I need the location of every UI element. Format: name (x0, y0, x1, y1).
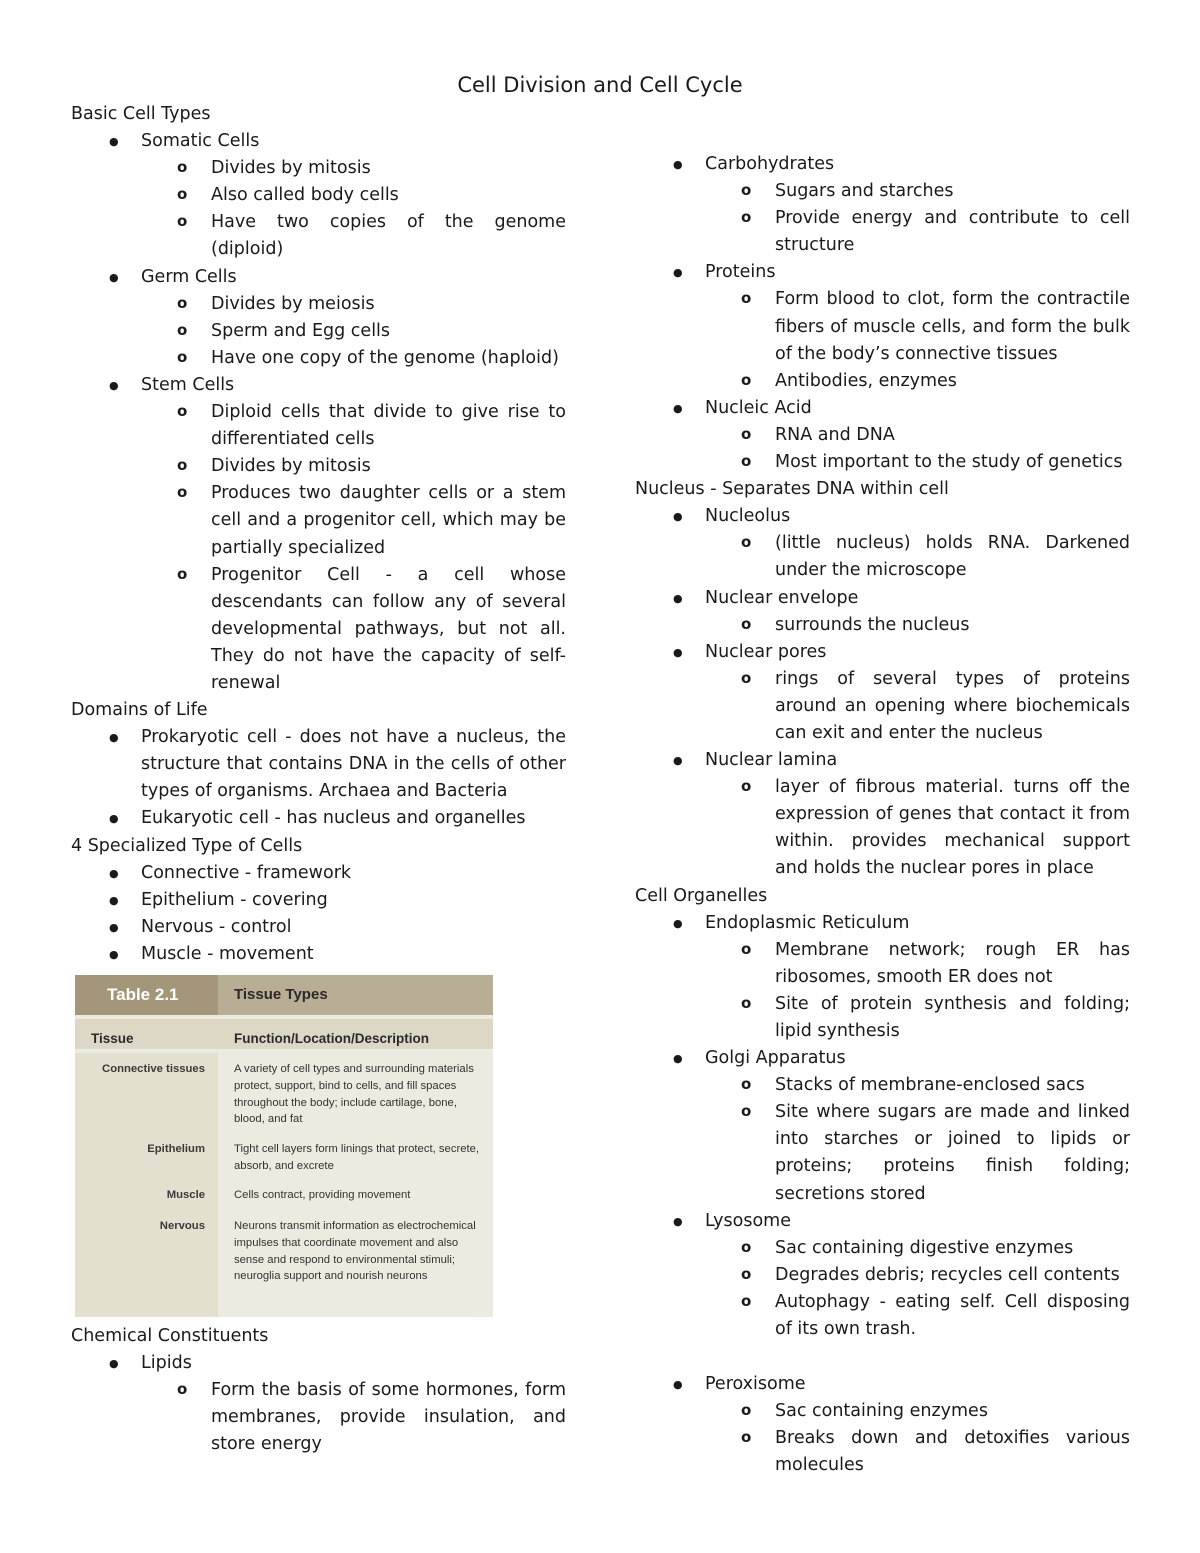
list-item: ● Epithelium - covering (71, 887, 566, 914)
sublist (141, 291, 566, 372)
sub-item: o Sac containing digestive enzymes (705, 1235, 1130, 1262)
sub-item: o Membrane network; rough ER has ribosomes, smooth ER does not (705, 937, 1130, 991)
list-item: ● Eukaryotic cell - has nucleus and organelles (71, 805, 566, 832)
list-item-nuclear-envelope: ● Nuclear envelope o surrounds the nucleus (635, 585, 1130, 639)
list-item-proteins: ● Proteins o Form blood to clot, form the contractile fibers of muscle cells, and form the bulk of the body’s connective tissues o Antibodies, enzymes (635, 259, 1130, 394)
list-item: ● Prokaryotic cell - does not have a nucleus, the structure that contains DNA in the cells of other types of organisms. Archaea and Bacteria (71, 724, 566, 805)
sublist (141, 1377, 566, 1458)
section-heading-basic-cell-types: Basic Cell Types (71, 104, 211, 124)
list-item-stem-cells: ● Stem Cells o Diploid cells that divide to give rise to differentiated cells o Divides by mitosis o Produces two daughter cells or a stem cell and a progenitor cell, which may be partially specialized o Progenitor Cell - a cell whose descendants can follow any of several developmental pathways, but not all. They do not have the capacity of self-renewal (71, 372, 566, 697)
column-header-tissue: Tissue (91, 1031, 134, 1046)
sub-item: o Sperm and Egg cells (141, 318, 566, 345)
list-item-germ-cells: ● Germ Cells o Divides by meiosis o Sperm and Egg cells o Have one copy of the genome (haploid) (71, 264, 566, 372)
tissue-description: Cells contract, providing movement (234, 1189, 411, 1201)
list-item-nucleolus: ● Nucleolus o (little nucleus) holds RNA. Darkened under the microscope (635, 503, 1130, 584)
sub-item: o Form the basis of some hormones, form membranes, provide insulation, and store energy (141, 1377, 566, 1458)
tissue-description: A variety of cell types and surrounding materials protect, support, bind to cells, and fill spaces throughout the body; include cartilage, bone, blood, and fat (234, 1063, 474, 1126)
sublist (705, 178, 1130, 259)
tissue-description: Neurons transmit information as electrochemical impulses that coordinate movement and also sense and respond to environmental stimuli; neuroglia support and nourish neurons (234, 1220, 476, 1283)
organelles-list (635, 910, 1130, 1344)
page-title: Cell Division and Cell Cycle (457, 73, 743, 97)
list-item-nucleic-acid: ● Nucleic Acid o RNA and DNA o Most important to the study of genetics (635, 395, 1130, 476)
list-item-carbohydrates: ● Carbohydrates o Sugars and starches o Provide energy and contribute to cell structure (635, 151, 1130, 259)
sub-item: o Diploid cells that divide to give rise to differentiated cells (141, 399, 566, 453)
list-item-er: ● Endoplasmic Reticulum o Membrane network; rough ER has ribosomes, smooth ER does not o Site of protein synthesis and folding; lipid synthesis (635, 910, 1130, 1045)
tissue-name: Muscle (166, 1189, 205, 1201)
sub-item: o (little nucleus) holds RNA. Darkened under the microscope (705, 530, 1130, 584)
specialized-list (71, 860, 566, 968)
sublist (705, 1398, 1130, 1479)
sub-item: o Most important to the study of genetics (705, 449, 1130, 476)
section-heading-chemical: Chemical Constituents (71, 1326, 269, 1346)
chemical-list-continued (635, 151, 1130, 476)
list-item-lysosome: ● Lysosome o Sac containing digestive enzymes o Degrades debris; recycles cell contents o Autophagy - eating self. Cell disposing of its own trash. (635, 1208, 1130, 1343)
sub-item: o Autophagy - eating self. Cell disposing of its own trash. (705, 1289, 1130, 1343)
list-item: ● Connective - framework (71, 860, 566, 887)
table-label: Table 2.1 (75, 975, 218, 1015)
list-item-lipids: ● Lipids o Form the basis of some hormones, form membranes, provide insulation, and store energy (71, 1350, 566, 1458)
sub-item: o Have two copies of the genome (diploid) (141, 209, 566, 263)
sub-item: o Antibodies, enzymes (705, 368, 1130, 395)
tissue-name: Connective tissues (102, 1063, 205, 1075)
sub-item: o Degrades debris; recycles cell contents (705, 1262, 1130, 1289)
right-column (635, 151, 1130, 1480)
sub-item: o Sac containing enzymes (705, 1398, 1130, 1425)
list-item-peroxisome: ● Peroxisome o Sac containing enzymes o Breaks down and detoxifies various molecules (635, 1371, 1130, 1479)
sublist (705, 530, 1130, 584)
list-item: ● Nervous - control (71, 914, 566, 941)
chemical-list (71, 1350, 566, 1458)
table-column-headers (75, 1019, 493, 1049)
sub-item: o Divides by mitosis (141, 453, 566, 480)
sublist (705, 612, 1130, 639)
sub-item: o Have one copy of the genome (haploid) (141, 345, 566, 372)
sub-item: o Stacks of membrane-enclosed sacs (705, 1072, 1130, 1099)
sublist (141, 399, 566, 697)
column-header-function: Function/Location/Description (234, 1031, 429, 1046)
sublist (705, 666, 1130, 747)
sub-item: o Divides by meiosis (141, 291, 566, 318)
list-item-somatic-cells: ● Somatic Cells o Divides by mitosis o Also called body cells o Have two copies of the genome (diploid) (71, 128, 566, 263)
list-item: ● Muscle - movement (71, 941, 566, 968)
section-heading-organelles: Cell Organelles (635, 885, 768, 906)
sub-item: o Sugars and starches (705, 178, 1130, 205)
table-label-column (75, 1053, 218, 1317)
section-heading-nucleus: Nucleus - Separates DNA within cell (635, 479, 949, 500)
sub-item: o Progenitor Cell - a cell whose descendants can follow any of several developmental pathways, but not all. They do not have the capacity of self-renewal (141, 562, 566, 697)
sub-item: o Form blood to clot, form the contractile fibers of muscle cells, and form the bulk of the body’s connective tissues (705, 286, 1130, 367)
sublist (705, 286, 1130, 394)
sub-item: o surrounds the nucleus (705, 612, 1130, 639)
basic-cell-types-list (71, 128, 566, 697)
sublist (705, 1235, 1130, 1343)
tissue-name: Nervous (159, 1220, 205, 1232)
left-column (71, 101, 566, 1458)
sublist (705, 422, 1130, 476)
sub-item: o layer of fibrous material. turns off the expression of genes that contact it from within. provides mechanical support and holds the nuclear pores in place (705, 774, 1130, 882)
sub-item: o Also called body cells (141, 182, 566, 209)
sub-item: o RNA and DNA (705, 422, 1130, 449)
sub-item: o Produces two daughter cells or a stem cell and a progenitor cell, which may be partially specialized (141, 480, 566, 561)
domains-list (71, 724, 566, 832)
sublist (705, 774, 1130, 882)
sub-item: o Site where sugars are made and linked into starches or joined to lipids or proteins; proteins finish folding; secretions stored (705, 1099, 1130, 1207)
sub-item: o Breaks down and detoxifies various molecules (705, 1425, 1130, 1479)
sub-item: o Site of protein synthesis and folding; lipid synthesis (705, 991, 1130, 1045)
sublist (141, 155, 566, 263)
section-heading-specialized: 4 Specialized Type of Cells (71, 835, 303, 856)
list-item-golgi: ● Golgi Apparatus o Stacks of membrane-enclosed sacs o Site where sugars are made and linked into starches or joined to lipids or proteins; proteins finish folding; secretions stored (635, 1045, 1130, 1208)
sub-item: o Provide energy and contribute to cell structure (705, 205, 1130, 259)
tissue-name: Epithelium (147, 1143, 205, 1155)
nucleus-list (635, 503, 1130, 882)
list-item-nuclear-pores: ● Nuclear pores o rings of several types of proteins around an opening where biochemicals can exit and enter the nucleus (635, 639, 1130, 747)
sub-item: o Divides by mitosis (141, 155, 566, 182)
sublist (705, 1072, 1130, 1207)
sublist (705, 937, 1130, 1045)
section-heading-domains: Domains of Life (71, 700, 208, 721)
organelles-list-continued (635, 1371, 1130, 1479)
list-item-nuclear-lamina: ● Nuclear lamina o layer of fibrous material. turns off the expression of genes that contact it from within. provides mechanical support and holds the nuclear pores in place (635, 747, 1130, 882)
spacer (635, 1343, 1130, 1371)
sub-item: o rings of several types of proteins around an opening where biochemicals can exit and enter the nucleus (705, 666, 1130, 747)
table-title: Tissue Types (234, 986, 328, 1003)
table-header-bar (75, 975, 493, 1015)
tissue-description: Tight cell layers form linings that protect, secrete, absorb, and excrete (234, 1143, 480, 1172)
tissue-types-table (75, 975, 493, 1317)
